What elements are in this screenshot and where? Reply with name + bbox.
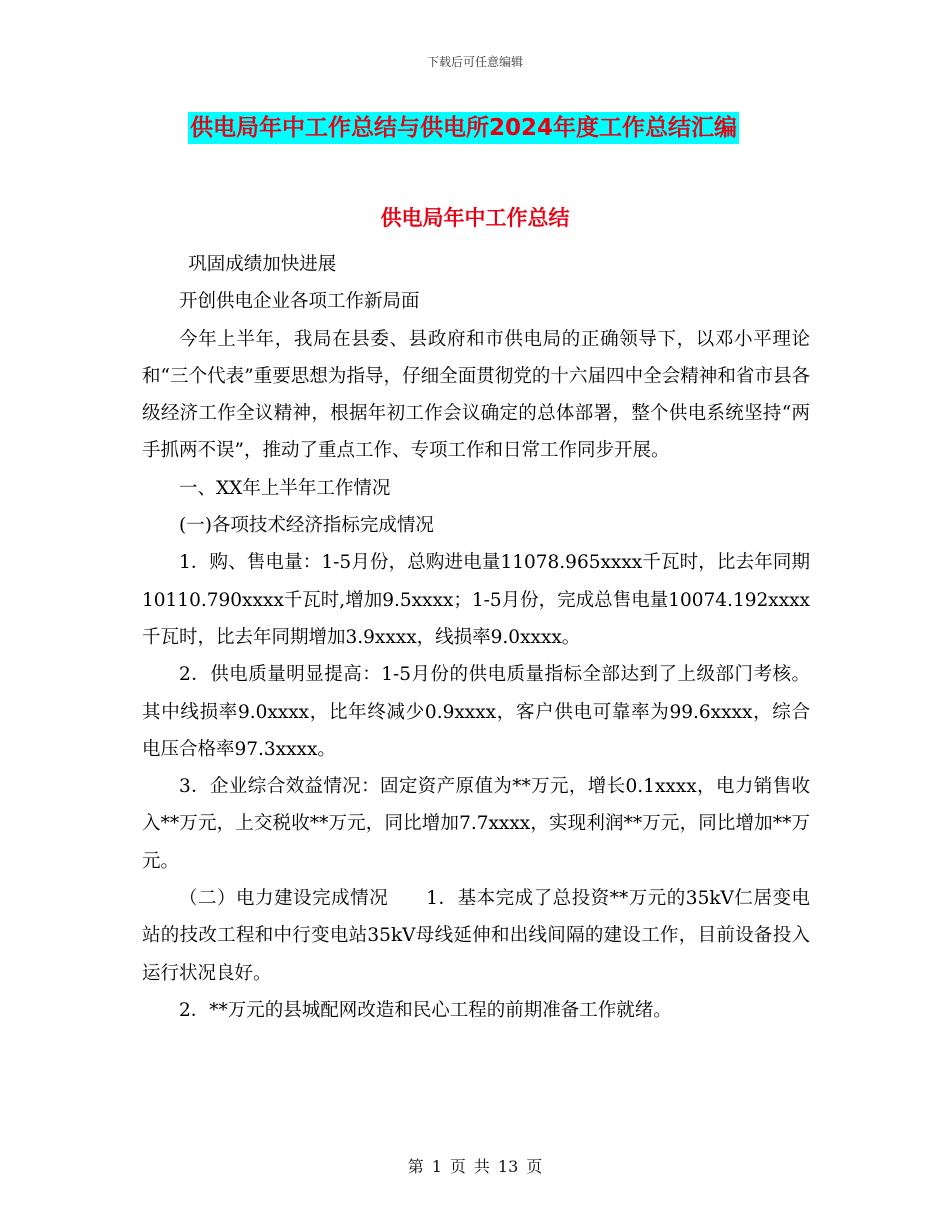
paragraph: 一、XX年上半年工作情况 xyxy=(179,477,391,499)
paragraph: 1．购、售电量：1-5月份，总购进电量11078.965xxxx千瓦时，比去年同期10110.790xxxx千瓦时,增加9.5xxxx；1-5月份，完成总售电量10074.192xxxx千瓦时，比去年同期增加3.9xxxx，线损率9.0xxxx。 xyxy=(142,552,810,648)
paragraph: 2．供电质量明显提高：1-5月份的供电质量指标全部达到了上级部门考核。其中线损率9.0xxxx，比年终减少0.9xxxx，客户供电可靠率为99.6xxxx，综合电压合格率97.3xxxx。 xyxy=(142,664,810,760)
footer-page-label: 页 xyxy=(449,1157,466,1176)
paragraph: 今年上半年，我局在县委、县政府和市供电局的正确领导下，以邓小平理论和“三个代表”重要思想为指导，仔细全面贯彻党的十六届四中全会精神和省市县各级经济工作全议精神，根据年初工作会议确定的总体部署，整个供电系统坚持“两手抓两不误”，推动了重点工作、专项工作和日常工作同步开展。 xyxy=(142,328,810,462)
paragraph: 开创供电企业各项工作新局面 xyxy=(179,291,420,313)
paragraph: (一)各项技术经济指标完成情况 xyxy=(179,515,434,537)
paragraph: 巩固成绩加快进展 xyxy=(188,254,337,275)
page-total: 13 xyxy=(497,1157,519,1176)
header-note: 下载后可任意编辑 xyxy=(426,55,523,69)
paragraph: （二）电力建设完成情况 1．基本完成了总投资**万元的35kV仁居变电站的技改工程和中行变电站35kV母线延伸和出线间隔的建设工作，目前设备投入运行状况良好。 xyxy=(142,888,810,984)
footer-total-label: 共 xyxy=(473,1157,490,1176)
document-body xyxy=(142,246,810,1029)
paragraph: 3．企业综合效益情况：固定资产原值为**万元，增长0.1xxxx，电力销售收入**万元，上交税收**万元，同比增加7.7xxxx，实现利润**万元，同比增加**万元。 xyxy=(142,776,810,872)
footer-prefix: 第 xyxy=(407,1157,424,1176)
document-title: 供电局年中工作总结与供电所2024年度工作总结汇编 xyxy=(188,112,739,144)
paragraph: 2．**万元的县城配网改造和民心工程的前期准备工作就绪。 xyxy=(179,999,672,1021)
footer-suffix: 页 xyxy=(526,1157,543,1176)
page-footer xyxy=(0,1154,950,1177)
section-title: 供电局年中工作总结 xyxy=(380,206,570,230)
page-number: 1 xyxy=(431,1157,442,1176)
